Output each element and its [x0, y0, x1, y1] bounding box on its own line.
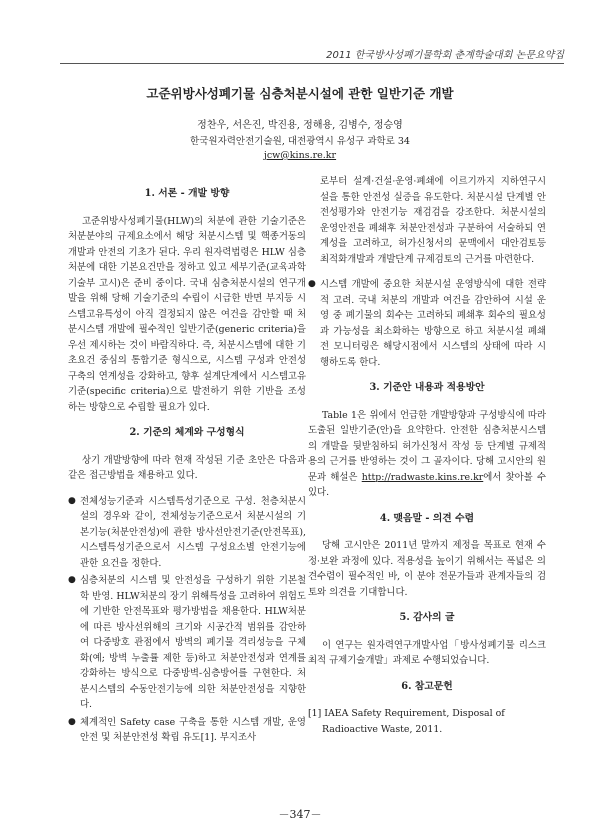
bullet-text: 체계적인 Safety case 구축을 통한 시스템 개발, 운영안전 및 처분안전성 확립 유도[1]. 부지조사 — [80, 716, 306, 743]
bullet-icon: ● — [68, 716, 76, 727]
section-2-intro: 상기 개발방향에 따라 현재 작성된 기준 초안은 다음과 같은 접근방법을 채용하고 있다. — [68, 454, 306, 481]
section-3-heading: 3. 기준안 내용과 적용방안 — [369, 382, 485, 393]
section-5-paragraph: 이 연구는 원자력연구개발사업「방사성폐기물 리스크 최적 규제기술개발」과제로 수행되었습니다. — [308, 639, 546, 666]
bullet-icon: ● — [68, 495, 76, 506]
bullet-text: 심층처분의 시스템 및 안전성을 구성하기 위한 기본철학 반영. HLW처분의 장기 위해특성을 고려하여 위험도에 기반한 안전목표와 평가방법을 채용한다. HLW처분에 따른 방사선위해의 크기와 시공간적 범위를 감안하여 다중방호 관점에서 방벽의 폐기물 격리성능을 구체화(예; 방벽 누출률 제한 등)하고 처분안전성과 연계를 강화하는 방식으로 다중방벽-심층방어를 구현한다. 처분시스템의 수동안전기능에 의한 처분안전성을 지향한다. — [80, 575, 306, 710]
reference-1: [1] IAEA Safety Requirement, Disposal of Radioactive Waste, 2011. — [308, 708, 505, 735]
authors: 정찬우, 서은진, 박진용, 정해용, 김병수, 정승영 — [197, 120, 403, 131]
bullet-text: 시스템 개발에 중요한 처분시설 운영방식에 대한 전략적 고려. 국내 처분의 개발과 여건을 감안하여 시설 운영 중 폐기물의 회수는 고려하되 폐쇄후 회수의 필요성과 가능성을 최소화하는 방향으로 하고 처분시설 폐쇄 전 모니터링은 해당시점에서 시스템의 상태에 따라 시행하도록 한다. — [320, 279, 546, 368]
bullet-item — [68, 573, 306, 713]
section-5-heading: 5. 감사의 글 — [399, 612, 455, 623]
section-3-text-b: 에서 찾아볼 수 있다. — [308, 471, 547, 498]
bullet-text: 전체성능기준과 시스템특성기준으로 구성. 천층처분시설의 경우와 같이, 전체성능기준으로서 처분시설의 기본기능(처분안전성)에 관한 방사선안전기준(안전목표), 시스템특성기준으로서 시스템 구성요소별 안전기능에 관한 요건을 정한다. — [80, 495, 306, 569]
header-rule — [60, 63, 564, 64]
section-1-paragraph: 고준위방사성폐기물(HLW)의 처분에 관한 기술기준은 처분분야의 규제요소에서 해당 처분시스템 및 핵종거동의 개발과 안전의 기초가 된다. 우리 원자력법령은 HLW 심층처분에 대한 기본요건만을 정하고 있고 세부기준(교육과학기술부 고시)은 준비 중이다. 국내 심층처분시설의 연구개발을 위해 당해 기술기준의 수립이 시급한 반면 부지등 시스템고유특성이 아직 결정되지 않은 여건을 감안할 때 처분시스템 개발에 필수적인 일반기준(generic criteria)을 우선 제시하는 것이 바람직하다. 즉, 처분시스템에 대한 기초요건 중심의 통합기준 형식으로, 시스템 구성과 안전성 구축의 연계성을 강화하고, 향후 설계단계에서 시스템고유기준(specific criteria)으로 발전하기 위한 기반을 조성하는 방향으로 수립할 필요가 있다. — [68, 215, 306, 413]
right-bullets — [308, 277, 546, 370]
bullet-item — [68, 494, 306, 572]
bullet-icon: ● — [68, 575, 76, 585]
section-3-paragraph — [308, 408, 546, 501]
section-4-heading: 4. 맺음말 - 의견 수렴 — [379, 512, 475, 524]
radwaste-link[interactable]: http://radwaste.kins.re.kr — [361, 471, 484, 483]
bullet-continuation: 로부터 설계·건설·운영·폐쇄에 이르기까지 지하연구시설을 통한 안전성 실증을 유도한다. 처분시설 단계별 안전성평가와 안전기능 재검검을 강조한다. 처분시설의 운영안전을 폐쇄후 처분안전성과 구분하여 서술하되 연계성을 고려하고, 허가신청서의 문맥에서 대안검토등 최적화개발과 개발단계 규제검토의 근거를 마련한다. — [320, 176, 546, 265]
section-1-heading: 1. 서론 - 개발 방향 — [144, 188, 230, 199]
section-4-paragraph: 당해 고시안은 2011년 말까지 제정을 목표로 현재 수정·보완 과정에 있다. 적용성을 높이기 위해서는 폭넓은 의견수렴이 필수적인 바, 이 분야 전문가들과 관계자들의 검토와 의견을 기대합니다. — [308, 540, 546, 598]
bullet-item — [68, 715, 306, 746]
email-link[interactable]: jcw@kins.re.kr — [263, 150, 337, 161]
paper-title: 고준위방사성폐기물 심층처분시설에 관한 일반기준 개발 — [146, 86, 454, 101]
affiliation: 한국원자력안전기술원, 대전광역시 유성구 과학로 34 — [190, 136, 410, 147]
header-note: 2011 한국방사성폐기물학회 춘계학술대회 논문요약집 — [326, 50, 564, 61]
section-2-heading: 2. 기준의 체계와 구성형식 — [129, 427, 245, 438]
section-2-bullets — [68, 494, 306, 746]
bullet-item — [308, 277, 546, 370]
section-6-heading: 6. 참고문헌 — [401, 680, 453, 692]
page-number: －347－ — [278, 808, 322, 821]
section-3-text-a: Table 1은 위에서 언급한 개발방향과 구성방식에 따라 도출된 일반기준(안)을 요약한다. 안전한 심층처분시스템의 개발을 뒷받침하되 허가신청서 작성 등 단계별 규제적용의 근거를 반영하는 것이 그 골자이다. 당해 고시안의 원문과 해설은 — [308, 409, 546, 483]
bullet-icon: ● — [308, 279, 316, 289]
left-column — [68, 180, 306, 756]
right-column — [308, 174, 546, 737]
